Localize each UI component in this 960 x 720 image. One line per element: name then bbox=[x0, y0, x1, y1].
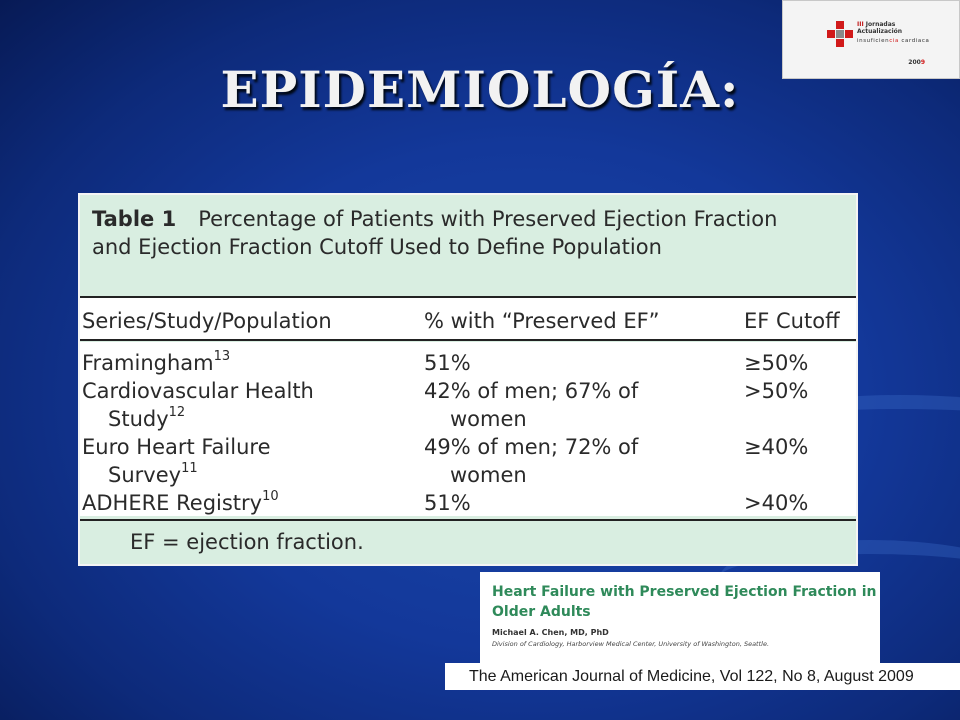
cell-study: Euro Heart Failure bbox=[82, 435, 271, 459]
slide-title: EPIDEMIOLOGÍA: bbox=[220, 60, 740, 119]
article-author: Michael A. Chen, MD, PhD bbox=[492, 628, 609, 637]
cell-cutoff: ≥40% bbox=[744, 435, 809, 459]
cell-percent: 51% bbox=[424, 351, 471, 375]
cell-ref: 13 bbox=[213, 349, 231, 364]
cell-cutoff: ≥50% bbox=[744, 351, 809, 375]
table-header-rule bbox=[80, 339, 856, 341]
logo-text: III Jornadas Actualización insuficiencia cardiaca bbox=[857, 21, 930, 44]
cell-percent-cont: women bbox=[450, 407, 527, 431]
cell-ref: 12 bbox=[168, 405, 186, 420]
header-percent: % with “Preserved EF” bbox=[424, 309, 660, 333]
article-title: Heart Failure with Preserved Ejection Fraction in Older Adults bbox=[492, 584, 877, 620]
header-cutoff: EF Cutoff bbox=[744, 309, 840, 333]
journal-citation: The American Journal of Medicine, Vol 122, No 8, August 2009 bbox=[445, 663, 960, 690]
cell-percent: 42% of men; 67% of bbox=[424, 379, 639, 403]
logo-year: 2009 bbox=[908, 59, 925, 66]
cell-study: Cardiovascular Health bbox=[82, 379, 314, 403]
logo-cross-icon bbox=[827, 21, 853, 47]
cell-ref: 11 bbox=[181, 461, 198, 476]
table-footnote: EF = ejection fraction. bbox=[130, 530, 364, 554]
table-label: Table 1 bbox=[92, 207, 177, 231]
conference-logo bbox=[782, 0, 960, 79]
cell-study: ADHERE Registry bbox=[82, 491, 263, 515]
cell-study: Framingham bbox=[82, 351, 214, 375]
table-1 bbox=[78, 193, 858, 566]
cell-cutoff: >40% bbox=[744, 491, 809, 515]
table-caption bbox=[92, 205, 812, 261]
table-caption-text: Percentage of Patients with Preserved Ejection Fraction and Ejection Fraction Cutoff Used to Define Population bbox=[92, 207, 778, 259]
cell-ref: 10 bbox=[262, 489, 279, 504]
cell-percent: 49% of men; 72% of bbox=[424, 435, 639, 459]
article-affiliation: Division of Cardiology, Harborview Medical Center, University of Washington, Seattle. bbox=[492, 640, 770, 648]
cell-cutoff: >50% bbox=[744, 379, 809, 403]
article-reference bbox=[480, 572, 880, 664]
cell-percent-cont: women bbox=[450, 463, 527, 487]
cell-percent: 51% bbox=[424, 491, 471, 515]
cell-study-cont: Study bbox=[108, 407, 169, 431]
cell-study-cont: Survey bbox=[108, 463, 182, 487]
table-bottom-rule bbox=[80, 519, 856, 521]
header-study: Series/Study/Population bbox=[82, 309, 332, 333]
